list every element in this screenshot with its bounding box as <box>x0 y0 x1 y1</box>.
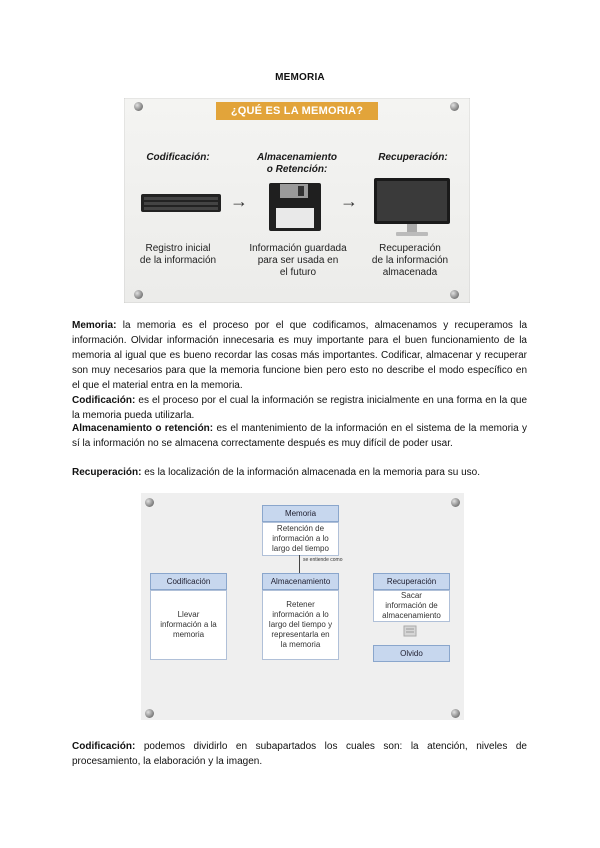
memoria-box-header: Memoria <box>262 505 339 522</box>
box-line: Retener <box>286 600 315 609</box>
box-line: memoria <box>172 630 205 639</box>
term-recuperacion: Recuperación: <box>72 467 142 478</box>
term-memoria: Memoria: <box>72 320 117 331</box>
paragraph-recuperacion <box>72 465 527 480</box>
box-line: largo del tiempo y <box>268 620 333 629</box>
pin-icon <box>451 498 460 507</box>
stage-title-almacenamiento: Almacenamiento <box>256 152 338 163</box>
recuperacion-box-header: Recuperación <box>373 573 450 590</box>
keyboard-icon <box>140 192 222 214</box>
definition-memoria: la memoria es el proceso por el que codificamos, almacenamos y recuperamos la información. Olvidar información innecesaria es muy importante para el buen funcionamiento de la memoria al igual que es bueno recordar las cosas más importantes. Codificar, almacenar y recuperar son muy necesarios para que la memoria funcione bien pero esto no describe el modo específico en el que el material entra en la memoria. <box>72 320 527 391</box>
box-line: información a lo <box>272 610 329 619</box>
figure-banner: ¿QUÉ ES LA MEMORIA? <box>216 102 378 120</box>
paragraph-memoria <box>72 318 527 393</box>
box-line: información a la <box>160 620 217 629</box>
almacenamiento-box-body <box>262 590 339 660</box>
box-line: Retención de <box>276 524 325 533</box>
olvido-box: Olvido <box>373 645 450 662</box>
paragraph-almacenamiento <box>72 421 527 451</box>
document-title: MEMORIA <box>275 72 325 83</box>
stage-caption-line: para ser usada en <box>257 255 339 266</box>
definition-recuperacion: es la localización de la información almacenada en la memoria para su uso. <box>141 467 480 478</box>
pin-icon <box>450 102 459 111</box>
monitor-icon <box>372 176 452 238</box>
stage-caption-line: Recuperación <box>379 243 441 254</box>
definition-almacenamiento: es el mantenimiento de la información en el sistema de la memoria y sí la información no se almacena correctamente después es muy difícil de poder usar. <box>72 423 528 449</box>
term-almacenamiento: Almacenamiento o retención: <box>72 423 214 434</box>
arrow-icon: → <box>340 191 358 211</box>
pin-icon <box>134 102 143 111</box>
stage-caption-line: almacenada <box>382 267 438 278</box>
stage-caption-line: de la información <box>371 255 449 266</box>
box-line: información de <box>385 601 438 610</box>
term-codificacion: Codificación: <box>72 395 136 406</box>
stage-caption-line: de la información <box>139 255 217 266</box>
stage-caption-line: Información guardada <box>249 243 347 254</box>
connector-line <box>299 555 300 573</box>
recuperacion-box-body <box>373 590 450 622</box>
connector-label: se entiende como <box>303 557 343 563</box>
codificacion-box-body <box>150 590 227 660</box>
paragraph-codificacion <box>72 393 527 423</box>
box-line: información a lo <box>272 534 329 543</box>
pin-icon <box>450 290 459 299</box>
pin-icon <box>145 498 154 507</box>
note-icon <box>403 625 417 637</box>
memory-process-diagram <box>141 493 464 720</box>
memory-stages-figure <box>124 98 470 303</box>
box-line: Sacar <box>401 591 422 600</box>
stage-title-almacenamiento-line2: o Retención: <box>266 164 328 175</box>
box-line: almacenamiento <box>382 611 441 620</box>
stage-caption-line: el futuro <box>279 267 317 278</box>
stage-caption-line: Registro inicial <box>145 243 211 254</box>
box-line: largo del tiempo <box>272 544 329 553</box>
definition-codificacion: es el proceso por el cual la información se registra inicialmente en una forma en la que la memoria pueda utilizarla. <box>72 395 527 421</box>
term-codificacion-final: Codificación: <box>72 741 136 752</box>
almacenamiento-box-header: Almacenamiento <box>262 573 339 590</box>
stage-title-codificacion: Codificación: <box>146 152 210 163</box>
codificacion-box-header: Codificación <box>150 573 227 590</box>
box-line: Llevar <box>177 610 200 619</box>
pin-icon <box>134 290 143 299</box>
definition-codificacion-final: podemos dividirlo en subapartados los cuales son: la atención, niveles de procesamiento, la elaboración y la imagen. <box>72 741 527 767</box>
paragraph-codificacion-final <box>72 739 527 769</box>
arrow-icon: → <box>230 191 248 211</box>
box-line: representarla en <box>271 630 330 639</box>
stage-title-recuperacion: Recuperación: <box>378 152 448 163</box>
pin-icon <box>145 709 154 718</box>
box-line: la memoria <box>280 640 321 649</box>
floppy-disk-icon <box>268 182 322 232</box>
pin-icon <box>451 709 460 718</box>
memoria-box-body <box>262 522 339 556</box>
